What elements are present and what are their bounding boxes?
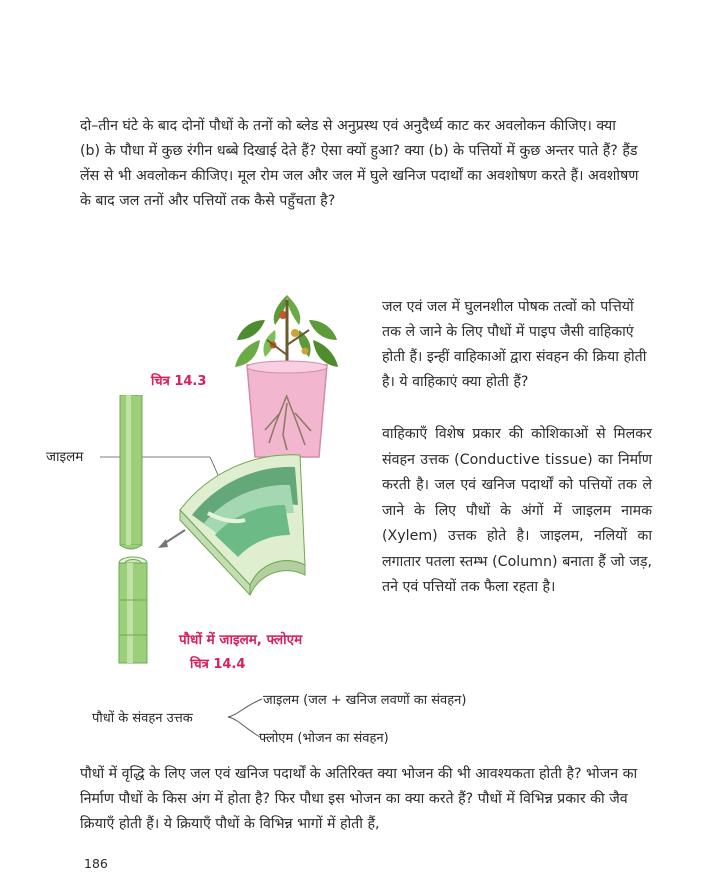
figure-14-4-label: चित्र 14.4 [190,657,246,672]
figure-14-3-label: चित्र 14.3 [151,374,207,389]
tissue-branch-xylem: जाइलम (जल + खनिज लवणों का संवहन) [263,693,467,708]
figure-caption: पौधों में जाइलम, फ्लोएम [179,632,303,648]
stem-cross-section-illustration [100,395,350,665]
xylem-label: जाइलम [46,449,84,465]
intro-paragraph: दो–तीन घंटे के बाद दोनों पौधों के तनों को ब्लेड से अनुप्रस्थ एवं अनुदैर्ध्य काट कर अवलोकन कीजिए। क्या (b) के पौधा में कुछ रंगीन धब्बे दिखाई देते हैं? ऐसा क्यों हुआ? क्या (b) के पत्तियों में कुछ अन्तर पाते हैं? हैंड लेंस से भी अवलोकन कीजिए। मूल रोम जल और जल में घुले खनिज पदार्थों का अवशोषण करते हैं। अवशोषण के बाद जल तनों और पत्तियों तक कैसे पहुँचता है? [80,118,639,209]
cross-section-wedge [180,455,305,595]
stem-lower [119,557,147,663]
tissue-root-label: पौधों के संवहन उत्तक [92,711,193,726]
right-column-paragraph-1: जल एवं जल में घुलनशील पोषक तत्वों को पत्तियों तक ले जाने के लिए पौधों में पाइप जैसी वाहिकाएं होती हैं। इन्हीं वाहिकाओं द्वारा संवहन की क्रिया होती है। ये वाहिकाएं क्या होती हैं? [382,299,647,390]
stem-upper [120,395,142,549]
right-column-paragraph-2: वाहिकाएँ विशेष प्रकार की कोशिकाओं से मिलकर संवहन उत्तक (Conductive tissue) का निर्माण करती है। जल एवं खनिज पदार्थों को पत्तियों तक ले जाने के लिए पौधों के अंगों में जाइलम नामक (Xylem) उत्तक होते है। जाइलम, नलियों का लगातार पतला स्तम्भ (Column) बनाता हैं जो जड़, तने एवं पत्तियों तक फैला रहता है। [382,426,652,595]
page-number: 186 [84,856,108,871]
tissue-branch-phloem: फ्लोएम (भोजन का संवहन) [259,731,389,746]
bottom-paragraph: पौधों में वृद्धि के लिए जल एवं खनिज पदार्थों के अतिरिक्त क्या भोजन की भी आवश्यकता होती है? भोजन का निर्माण पौधों के किस अंग में होता है? फिर पौधा इस भोजन का क्या करते हैं? पौधों में विभिन्न प्रकार की जैव क्रियाएँ होती हैं। ये क्रियाएँ पौधों के विभिन्न भागों में होती हैं, [80,766,638,832]
